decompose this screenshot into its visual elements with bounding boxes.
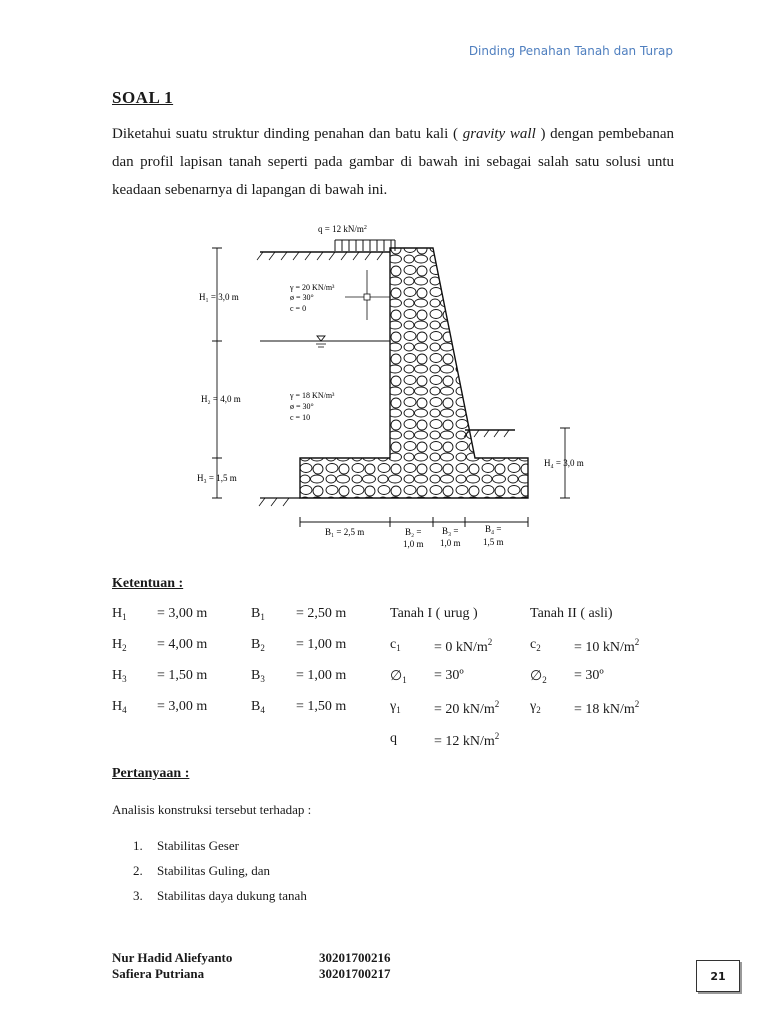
problem-paragraph xyxy=(112,120,674,204)
surcharge-load xyxy=(335,240,395,251)
param-b2: $B_2$ xyxy=(251,637,265,653)
b2-label: B₂ = xyxy=(405,527,422,537)
param-gamma1: $\gamma_1$ xyxy=(390,699,401,715)
value-c2: = 10 $kN/m^2$ xyxy=(574,637,640,655)
param-b4: $B_4$ xyxy=(251,699,265,715)
h3-label: H₃ = 1,5 m xyxy=(197,473,237,483)
value-phi2: = 30º xyxy=(574,668,604,683)
soil-2-heading: Tanah II ( asli) xyxy=(530,606,613,621)
value-c1: = 0 $kN/m^2$ xyxy=(434,637,493,655)
water-table-symbol xyxy=(317,336,325,341)
b2-value: 1,0 m xyxy=(403,539,424,549)
list-item: 3. Stabilitas daya dukung tanah xyxy=(133,888,307,903)
retaining-wall-figure xyxy=(195,220,605,555)
h1-label: H₁ = 3,0 m xyxy=(199,292,239,302)
param-q: q xyxy=(390,731,397,746)
value-h3: = 1,50 m xyxy=(157,668,208,683)
param-c1: $c_1$ xyxy=(390,637,401,653)
param-c2: $c_2$ xyxy=(530,637,541,653)
author-id: 30201700216 xyxy=(319,950,391,965)
paragraph-text-2: ) dengan pembebanan dan profil lapisan tanah seperti pada gambar di bawah ini sebagai salah satu solusi untu keadaan sebenarnya di lapangan di bawah ini. xyxy=(112,126,675,198)
page-title: SOAL 1 xyxy=(112,88,174,107)
param-phi2: $\emptyset_2$ xyxy=(530,669,547,685)
value-h1: = 3,00 m xyxy=(157,606,208,621)
param-b1: $B_1$ xyxy=(251,606,265,622)
paragraph-italic-term: gravity wall xyxy=(462,126,536,142)
page-number: 21 xyxy=(696,960,740,992)
param-h2: $H_2$ xyxy=(112,637,127,653)
value-b1: = 2,50 m xyxy=(296,606,347,621)
paragraph-text-1: Diketahui suatu struktur dinding penahan dan batu kali ( xyxy=(112,126,463,142)
value-b3: = 1,00 m xyxy=(296,668,347,683)
author-id: 30201700217 xyxy=(319,966,391,981)
value-h4: = 3,00 m xyxy=(157,699,208,714)
param-h1: $H_1$ xyxy=(112,606,127,622)
value-gamma2: = 18 $kN/m^2$ xyxy=(574,699,640,717)
backfill-hatching xyxy=(257,252,383,260)
author-name: Nur Hadid Aliefyanto xyxy=(112,950,233,965)
list-item: 2. Stabilitas Guling, dan xyxy=(133,863,271,878)
b3-label: B₃ = xyxy=(442,526,459,536)
soil-1-phi: ø = 30° xyxy=(290,293,314,302)
pertanyaan-heading: Pertanyaan : xyxy=(112,766,190,781)
list-item: 1. Stabilitas Geser xyxy=(133,838,239,853)
soil-1-gamma: γ = 20 KN/m³ xyxy=(290,283,335,292)
param-b3: $B_3$ xyxy=(251,668,265,684)
param-gamma2: $\gamma_2$ xyxy=(530,699,541,715)
param-h3: $H_3$ xyxy=(112,668,127,684)
author-footer xyxy=(112,950,391,982)
value-b4: = 1,50 m xyxy=(296,699,347,714)
ketentuan-heading: Ketentuan : xyxy=(112,576,184,591)
value-b2: = 1,00 m xyxy=(296,637,347,652)
soil-1-c: c = 0 xyxy=(290,304,307,313)
surcharge-label-text: q = 12 kN/m xyxy=(318,224,364,234)
b4-value: 1,5 m xyxy=(483,537,504,547)
pertanyaan-intro: Analisis konstruksi tersebut terhadap : xyxy=(112,802,312,817)
h4-label: H₄ = 3,0 m xyxy=(544,458,584,468)
param-phi1: $\emptyset_1$ xyxy=(390,669,407,685)
soil-2-gamma: γ = 18 KN/m³ xyxy=(290,391,335,400)
soil-1-heading: Tanah I ( urug ) xyxy=(390,606,478,621)
author-row xyxy=(112,950,391,966)
value-phi1: = 30º xyxy=(434,668,464,683)
b4-label: B₄ = xyxy=(485,524,502,534)
surcharge-label xyxy=(318,224,367,234)
param-h4: $H_4$ xyxy=(112,699,127,715)
value-gamma1: = 20 $kN/m^2$ xyxy=(434,699,500,717)
question-list xyxy=(133,838,307,913)
soil-2-phi: ø = 30° xyxy=(290,402,314,411)
author-name: Safiera Putriana xyxy=(112,966,205,981)
soil-2-c: c = 10 xyxy=(290,413,311,422)
b1-label: B₁ = 2,5 m xyxy=(325,527,365,537)
b3-value: 1,0 m xyxy=(440,538,461,548)
surcharge-label-sup: 2 xyxy=(363,225,367,231)
value-h2: = 4,00 m xyxy=(157,637,208,652)
running-header: Dinding Penahan Tanah dan Turap xyxy=(468,44,673,58)
value-q: = 12 $kN/m^2$ xyxy=(434,731,500,749)
h2-label: H₂ = 4,0 m xyxy=(201,394,241,404)
author-row xyxy=(112,966,391,982)
